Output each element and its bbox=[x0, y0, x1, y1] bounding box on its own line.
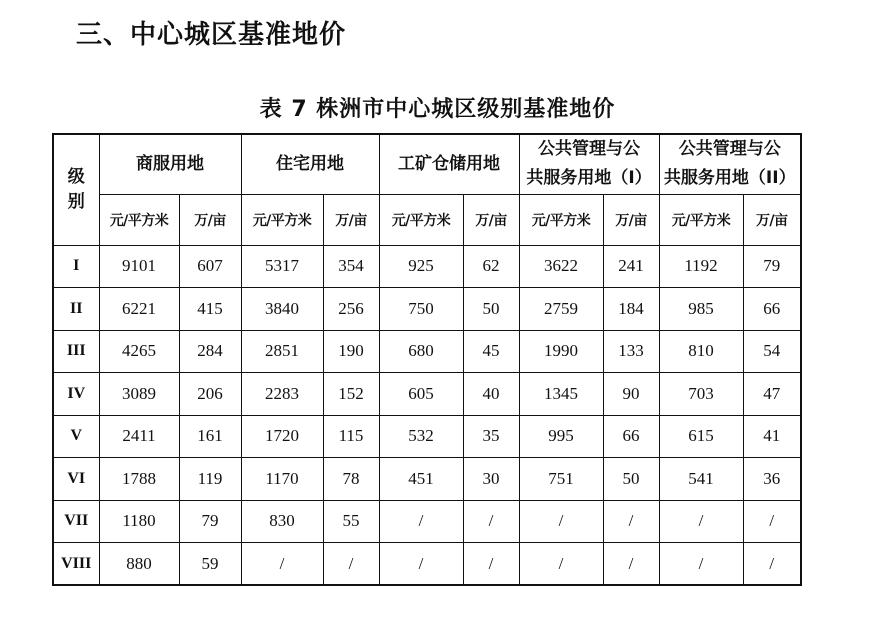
table-row bbox=[53, 288, 801, 331]
value-cell: / bbox=[519, 500, 603, 543]
value-cell: 925 bbox=[379, 245, 463, 288]
grade-header-cell bbox=[53, 134, 99, 245]
value-cell: 532 bbox=[379, 415, 463, 458]
grade-cell: II bbox=[53, 288, 99, 331]
value-cell: 810 bbox=[659, 330, 743, 373]
value-cell: 615 bbox=[659, 415, 743, 458]
value-cell: 750 bbox=[379, 288, 463, 331]
value-cell: 79 bbox=[743, 245, 801, 288]
value-cell: / bbox=[659, 543, 743, 586]
value-cell: / bbox=[241, 543, 323, 586]
value-cell: 161 bbox=[179, 415, 241, 458]
unit-header-yuan-per-sqm: 元/平方米 bbox=[519, 194, 603, 245]
value-cell: 3840 bbox=[241, 288, 323, 331]
unit-header-yuan-per-sqm: 元/平方米 bbox=[99, 194, 179, 245]
value-cell: 3089 bbox=[99, 373, 179, 416]
value-cell: 50 bbox=[463, 288, 519, 331]
unit-header-yuan-per-sqm: 元/平方米 bbox=[241, 194, 323, 245]
value-cell: 2411 bbox=[99, 415, 179, 458]
value-cell: / bbox=[323, 543, 379, 586]
value-cell: 36 bbox=[743, 458, 801, 501]
value-cell: 541 bbox=[659, 458, 743, 501]
grade-cell: VII bbox=[53, 500, 99, 543]
table-row bbox=[53, 458, 801, 501]
value-cell: 50 bbox=[603, 458, 659, 501]
value-cell: 45 bbox=[463, 330, 519, 373]
value-cell: 751 bbox=[519, 458, 603, 501]
value-cell: 79 bbox=[179, 500, 241, 543]
value-cell: 66 bbox=[743, 288, 801, 331]
value-cell: / bbox=[463, 500, 519, 543]
value-cell: / bbox=[519, 543, 603, 586]
grade-header-char-2: 别 bbox=[67, 191, 85, 212]
value-cell: 1720 bbox=[241, 415, 323, 458]
value-cell: 6221 bbox=[99, 288, 179, 331]
value-cell: 30 bbox=[463, 458, 519, 501]
value-cell: / bbox=[743, 543, 801, 586]
value-cell: 1990 bbox=[519, 330, 603, 373]
value-cell: 78 bbox=[323, 458, 379, 501]
group-header-5 bbox=[659, 134, 801, 194]
value-cell: 415 bbox=[179, 288, 241, 331]
group-header-line: 共服务用地（II） bbox=[663, 168, 796, 189]
unit-header-wan-per-mu: 万/亩 bbox=[179, 194, 241, 245]
value-cell: 2759 bbox=[519, 288, 603, 331]
grade-cell: IV bbox=[53, 373, 99, 416]
group-header-2 bbox=[241, 134, 379, 194]
value-cell: 4265 bbox=[99, 330, 179, 373]
value-cell: 119 bbox=[179, 458, 241, 501]
value-cell: 206 bbox=[179, 373, 241, 416]
value-cell: 830 bbox=[241, 500, 323, 543]
value-cell: 256 bbox=[323, 288, 379, 331]
value-cell: 880 bbox=[99, 543, 179, 586]
value-cell: / bbox=[463, 543, 519, 586]
value-cell: 985 bbox=[659, 288, 743, 331]
value-cell: 451 bbox=[379, 458, 463, 501]
unit-header-wan-per-mu: 万/亩 bbox=[743, 194, 801, 245]
group-header-line: 共服务用地（I） bbox=[526, 168, 652, 189]
value-cell: 1788 bbox=[99, 458, 179, 501]
grade-cell: I bbox=[53, 245, 99, 288]
value-cell: 680 bbox=[379, 330, 463, 373]
value-cell: 354 bbox=[323, 245, 379, 288]
value-cell: 35 bbox=[463, 415, 519, 458]
value-cell: 1180 bbox=[99, 500, 179, 543]
group-header-1 bbox=[99, 134, 241, 194]
group-header-line: 商服用地 bbox=[136, 153, 204, 174]
unit-header-wan-per-mu: 万/亩 bbox=[323, 194, 379, 245]
value-cell: / bbox=[659, 500, 743, 543]
table-caption: 表 7 株洲市中心城区级别基准地价 bbox=[259, 97, 616, 122]
value-cell: 1345 bbox=[519, 373, 603, 416]
value-cell: 184 bbox=[603, 288, 659, 331]
table-row bbox=[53, 415, 801, 458]
value-cell: 1170 bbox=[241, 458, 323, 501]
value-cell: 190 bbox=[323, 330, 379, 373]
value-cell: 90 bbox=[603, 373, 659, 416]
value-cell: 54 bbox=[743, 330, 801, 373]
table-row bbox=[53, 500, 801, 543]
value-cell: 3622 bbox=[519, 245, 603, 288]
value-cell: 115 bbox=[323, 415, 379, 458]
value-cell: 47 bbox=[743, 373, 801, 416]
value-cell: / bbox=[603, 543, 659, 586]
value-cell: 607 bbox=[179, 245, 241, 288]
table-row bbox=[53, 245, 801, 288]
table-row bbox=[53, 543, 801, 586]
section-heading: 三、中心城区基准地价 bbox=[76, 20, 347, 50]
value-cell: 2851 bbox=[241, 330, 323, 373]
group-header-4 bbox=[519, 134, 659, 194]
value-cell: 5317 bbox=[241, 245, 323, 288]
value-cell: 605 bbox=[379, 373, 463, 416]
unit-header-yuan-per-sqm: 元/平方米 bbox=[659, 194, 743, 245]
unit-header-yuan-per-sqm: 元/平方米 bbox=[379, 194, 463, 245]
value-cell: 66 bbox=[603, 415, 659, 458]
unit-header-wan-per-mu: 万/亩 bbox=[603, 194, 659, 245]
value-cell: 41 bbox=[743, 415, 801, 458]
value-cell: 55 bbox=[323, 500, 379, 543]
value-cell: 1192 bbox=[659, 245, 743, 288]
group-header-line: 住宅用地 bbox=[276, 153, 344, 174]
value-cell: 9101 bbox=[99, 245, 179, 288]
grade-cell: VI bbox=[53, 458, 99, 501]
value-cell: / bbox=[379, 543, 463, 586]
value-cell: 2283 bbox=[241, 373, 323, 416]
land-price-table bbox=[52, 133, 802, 586]
table-row bbox=[53, 373, 801, 416]
value-cell: 133 bbox=[603, 330, 659, 373]
value-cell: 40 bbox=[463, 373, 519, 416]
group-header-line: 工矿仓储用地 bbox=[398, 153, 500, 174]
grade-cell: III bbox=[53, 330, 99, 373]
unit-header-wan-per-mu: 万/亩 bbox=[463, 194, 519, 245]
value-cell: 152 bbox=[323, 373, 379, 416]
group-header-3 bbox=[379, 134, 519, 194]
value-cell: / bbox=[379, 500, 463, 543]
value-cell: 995 bbox=[519, 415, 603, 458]
grade-cell: V bbox=[53, 415, 99, 458]
value-cell: 241 bbox=[603, 245, 659, 288]
group-header-line: 公共管理与公 bbox=[538, 139, 640, 160]
value-cell: 284 bbox=[179, 330, 241, 373]
value-cell: / bbox=[603, 500, 659, 543]
grade-cell: VIII bbox=[53, 543, 99, 586]
table-row bbox=[53, 330, 801, 373]
value-cell: 703 bbox=[659, 373, 743, 416]
value-cell: / bbox=[743, 500, 801, 543]
value-cell: 62 bbox=[463, 245, 519, 288]
group-header-line: 公共管理与公 bbox=[678, 139, 781, 160]
grade-header-char-1: 级 bbox=[67, 166, 85, 187]
value-cell: 59 bbox=[179, 543, 241, 586]
